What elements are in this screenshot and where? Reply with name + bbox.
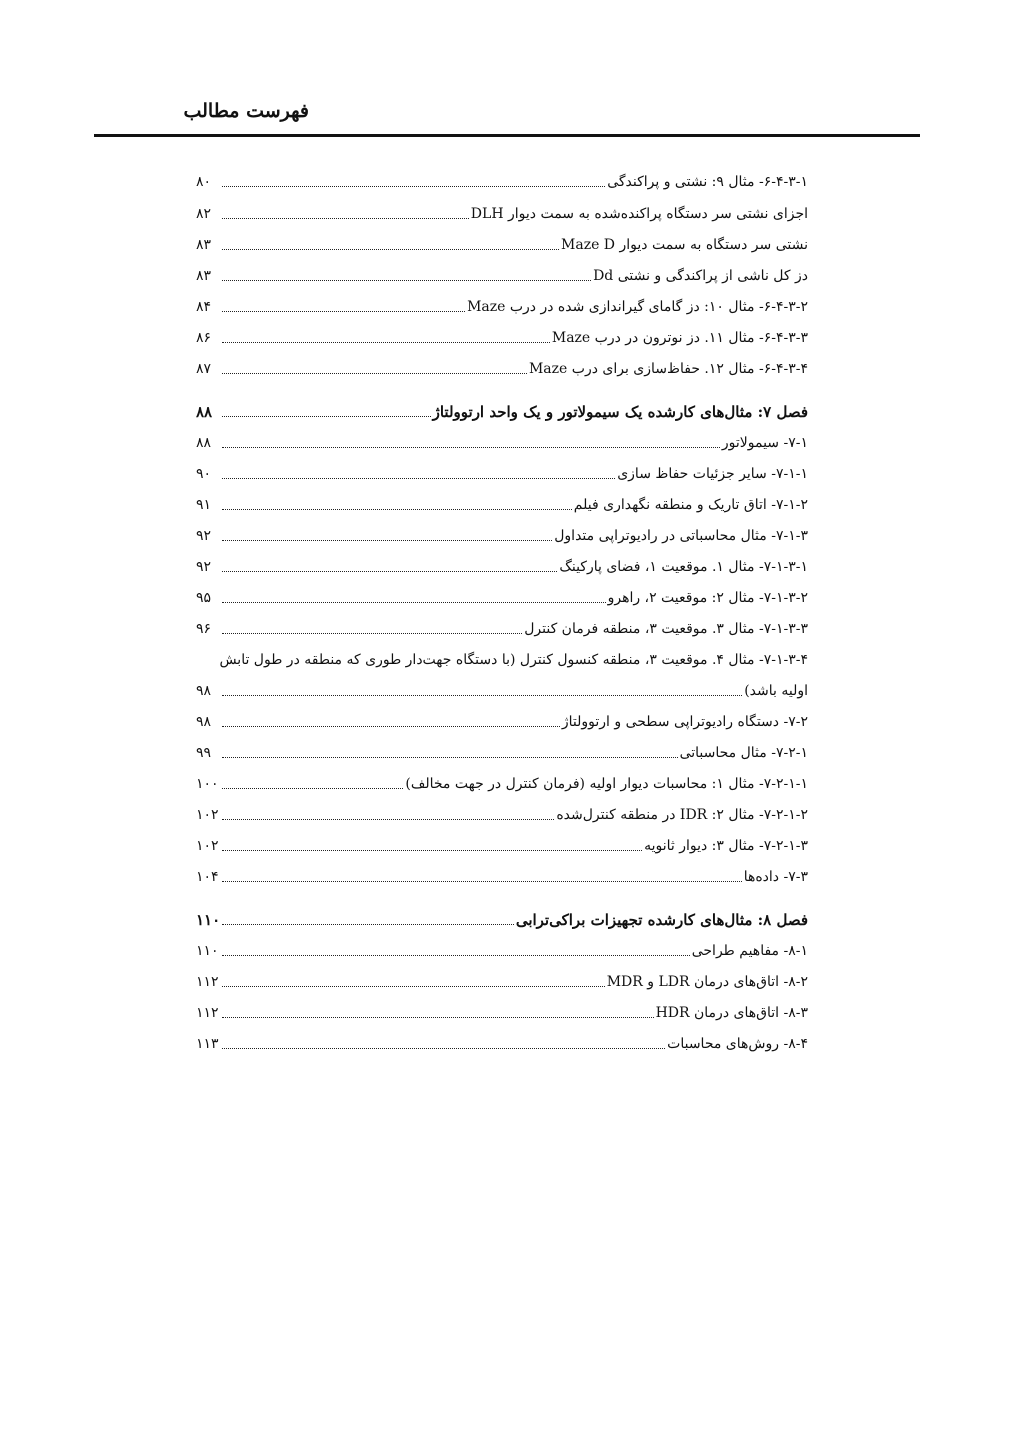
toc-entry[interactable] (196, 766, 808, 794)
toc-entry-page: ۱۰۲ (196, 838, 219, 854)
toc-entry-title: ۸-۳- اتاق‌های درمان HDR (655, 1005, 808, 1021)
toc-entry-page: ۹۶ (196, 621, 212, 637)
dot-leader (222, 881, 742, 882)
toc-entry-title: فصل ۸: مثال‌های کارشده تجهیزات براکی‌ترابی (515, 911, 808, 929)
dot-leader (222, 695, 742, 696)
dot-leader (222, 726, 560, 727)
toc-entry-title: ۷-۱-۲- اتاق تاریک و منطقه نگهداری فیلم (573, 497, 808, 513)
toc-entry-title: ۷-۱-۳-۳- مثال ۳. موقعیت ۳، منطقه فرمان کنترل (524, 621, 808, 637)
toc-entry[interactable] (196, 320, 808, 348)
dot-leader (222, 602, 606, 603)
toc-entry-page: ۱۰۴ (196, 869, 219, 885)
header-rule (94, 134, 920, 137)
toc-entry-continuation[interactable] (196, 673, 808, 701)
toc-entry-title: ۷-۲- دستگاه رادیوتراپی سطحی و ارتوولتاژ (561, 714, 808, 730)
toc-entry-title: ۸-۱- مفاهیم طراحی (691, 943, 808, 959)
toc-entry-page: ۱۱۲ (196, 974, 219, 990)
toc-entry-title: ۶-۴-۳-۳- مثال ۱۱. دز نوترون در درب Maze (551, 330, 808, 346)
toc-entry-title: ۷-۱-۳-۱- مثال ۱. موقعیت ۱، فضای پارکینگ (559, 559, 808, 575)
toc-entry-page: ۸۷ (196, 361, 212, 377)
toc-entry[interactable] (196, 995, 808, 1023)
toc-entry-title: ۷-۱-۳-۲- مثال ۲: موقعیت ۲، راهرو (607, 590, 808, 606)
toc-entry-title: ۶-۴-۳-۱- مثال ۹: نشتی و پراکندگی (607, 174, 808, 190)
dot-leader (222, 924, 514, 925)
dot-leader (222, 986, 605, 987)
toc-entry[interactable] (196, 964, 808, 992)
toc-entry[interactable] (196, 735, 808, 763)
toc-entry[interactable] (196, 289, 808, 317)
toc-entry-title: ۷-۱-۱- سایر جزئیات حفاظ سازی (617, 466, 808, 482)
toc-entry-page: ۸۲ (196, 206, 212, 222)
toc-entry[interactable] (196, 797, 808, 825)
toc-entry-title: ۸-۲- اتاق‌های درمان LDR و MDR (606, 974, 808, 990)
toc-entry[interactable] (196, 580, 808, 608)
toc-entry-page: ۸۳ (196, 237, 212, 253)
toc-entry-title: اجزای نشتی سر دستگاه پراکنده‌شده به سمت دیوار DLH (470, 206, 808, 222)
toc-entry-title: ۷-۱- سیمولاتور (721, 435, 808, 451)
toc-entry-title: دز کل ناشی از پراکندگی و نشتی Dd (593, 268, 808, 284)
toc-entry[interactable] (196, 164, 808, 192)
dot-leader (222, 819, 554, 820)
toc-entry-page: ۹۸ (196, 683, 212, 699)
dot-leader (222, 416, 431, 417)
toc-entry-title: ۷-۳- داده‌ها (743, 869, 808, 885)
dot-leader (222, 373, 527, 374)
dot-leader (222, 280, 591, 281)
toc-entry[interactable] (196, 196, 808, 224)
toc-chapter-entry[interactable] (196, 394, 808, 422)
toc-entry-page: ۸۴ (196, 299, 212, 315)
toc-entry-title: اولیه باشد) (744, 683, 808, 699)
dot-leader (222, 850, 642, 851)
toc-entry-title: ۶-۴-۳-۴- مثال ۱۲. حفاظ‌سازی برای درب Maze (528, 361, 808, 377)
toc-entry-page: ۹۸ (196, 714, 212, 730)
dot-leader (222, 311, 465, 312)
toc-entry-page: ۱۱۰ (196, 911, 221, 929)
dot-leader (222, 218, 469, 219)
toc-entry-page: ۱۰۲ (196, 807, 219, 823)
toc-entry-page: ۹۲ (196, 528, 212, 544)
toc-entry-title: ۸-۴- روش‌های محاسبات (667, 1036, 808, 1052)
dot-leader (222, 509, 572, 510)
toc-chapter-entry[interactable] (196, 902, 808, 930)
toc-entry-page: ۸۰ (196, 174, 212, 190)
dot-leader (222, 186, 605, 187)
toc-entry-title: ۶-۴-۳-۲- مثال ۱۰: دز گامای گیراندازی شده در درب Maze (467, 299, 808, 315)
dot-leader (222, 788, 403, 789)
toc-entry-title: ۷-۱-۳- مثال محاسباتی در رادیوتراپی متداول (554, 528, 808, 544)
dot-leader (222, 540, 552, 541)
dot-leader (222, 757, 678, 758)
page-header-title: فهرست مطالب (183, 100, 309, 122)
toc-entry-page: ۹۰ (196, 466, 212, 482)
toc-entry-page: ۹۹ (196, 745, 212, 761)
toc-entry-title: نشتی سر دستگاه به سمت دیوار Maze D (561, 237, 808, 253)
toc-entry-page: ۸۶ (196, 330, 212, 346)
dot-leader (222, 1048, 665, 1049)
toc-entry[interactable] (196, 351, 808, 379)
dot-leader (222, 1017, 654, 1018)
toc-entry[interactable] (196, 518, 808, 546)
toc-entry[interactable] (196, 258, 808, 286)
dot-leader (222, 447, 720, 448)
toc-entry-title: ۷-۲-۱-۳- مثال ۳: دیوار ثانویه (644, 838, 808, 854)
toc-entry-page: ۸۸ (196, 435, 212, 451)
toc-entry-page: ۱۱۲ (196, 1005, 219, 1021)
toc-entry-title: فصل ۷: مثال‌های کارشده یک سیمولاتور و یک واحد ارتوولتاژ (432, 403, 808, 421)
toc-entry[interactable] (196, 704, 808, 732)
toc-entry-page: ۹۱ (196, 497, 212, 513)
toc-entry-page: ۱۰۰ (196, 776, 219, 792)
toc-entry-page: ۱۱۳ (196, 1036, 219, 1052)
dot-leader (222, 955, 690, 956)
toc-entry-page: ۸۸ (196, 403, 213, 421)
toc-entry[interactable] (196, 227, 808, 255)
dot-leader (222, 633, 522, 634)
toc-entry[interactable] (196, 549, 808, 577)
dot-leader (222, 478, 615, 479)
toc-entry-page: ۱۱۰ (196, 943, 219, 959)
toc-entry[interactable] (196, 487, 808, 515)
dot-leader (222, 342, 550, 343)
toc-entry-page: ۹۲ (196, 559, 212, 575)
dot-leader (222, 249, 559, 250)
toc-entry-title: ۷-۲-۱-۲- مثال ۲: IDR در منطقه کنترل‌شده (556, 807, 808, 823)
toc-entry[interactable] (196, 933, 808, 961)
toc-entry-page: ۹۵ (196, 590, 212, 606)
toc-entry[interactable] (196, 859, 808, 887)
toc-entry-title: ۷-۱-۳-۴- مثال ۴. موقعیت ۳، منطقه کنسول کنترل (با دستگاه جهت‌دار طوری که منطقه در طول تابش (219, 652, 808, 668)
toc-entry[interactable] (196, 611, 808, 639)
toc-entry[interactable] (196, 828, 808, 856)
toc-entry-title: ۷-۲-۱- مثال محاسباتی (679, 745, 808, 761)
toc-entry[interactable] (196, 425, 808, 453)
toc-entry-title: ۷-۲-۱-۱- مثال ۱: محاسبات دیوار اولیه (فرمان کنترل در جهت مخالف) (405, 776, 808, 792)
toc-entry[interactable] (196, 1026, 808, 1054)
toc-entry[interactable] (196, 456, 808, 484)
toc-entry[interactable] (196, 642, 808, 670)
dot-leader (222, 571, 557, 572)
toc-entry-page: ۸۳ (196, 268, 212, 284)
